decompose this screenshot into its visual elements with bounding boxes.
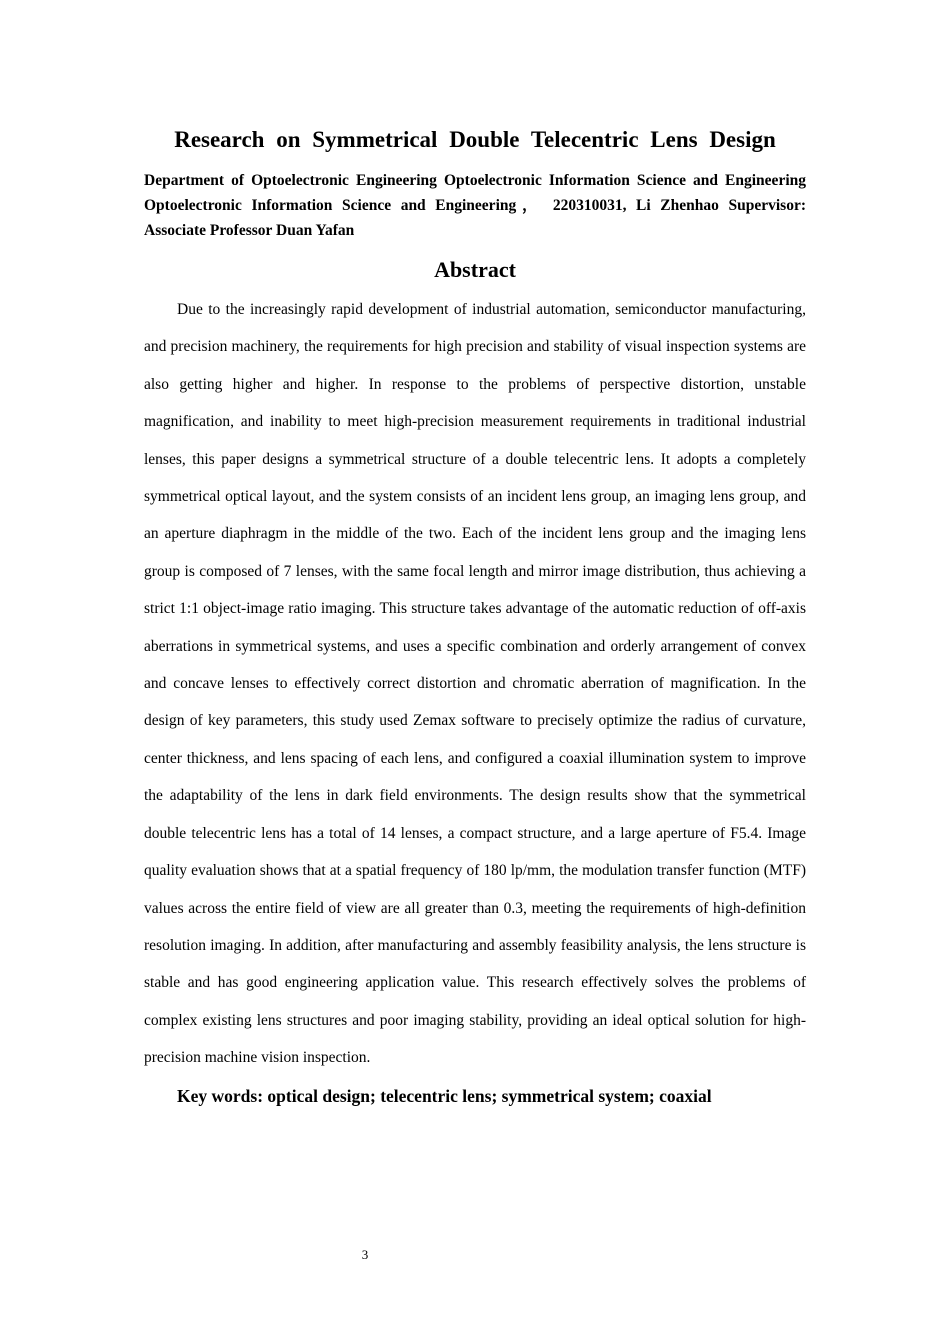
abstract-heading: Abstract [434, 257, 516, 282]
paper-title: Research on Symmetrical Double Telecentric Lens Design [174, 127, 776, 152]
abstract-body: Due to the increasingly rapid development of industrial automation, semiconductor manufacturing, and precision machinery, the requirements for high precision and stability of visual inspection systems are also getting higher and higher. In response to the problems of perspective distortion, unstable magnification, and inability to meet high-precision measurement requirements in traditional industrial lenses, this paper designs a symmetrical structure of a double telecentric lens. It adopts a completely symmetrical optical layout, and the system consists of an incident lens group, an imaging lens group, and an aperture diaphragm in the middle of the two. Each of the incident lens group and the imaging lens group is composed of 7 lenses, with the same focal length and mirror image distribution, thus achieving a strict 1:1 object-image ratio imaging. This structure takes advantage of the automatic reduction of off-axis aberrations in symmetrical systems, and uses a specific combination and orderly arrangement of convex and concave lenses to effectively correct distortion and chromatic aberration of magnification. In the design of key parameters, this study used Zemax software to precisely optimize the radius of curvature, center thickness, and lens spacing of each lens, and configured a coaxial illumination system to improve the adaptability of the lens in dark field environments. The design results show that the symmetrical double telecentric lens has a total of 14 lenses, a compact structure, and a large aperture of F5.4. Image quality evaluation shows that at a spatial frequency of 180 lp/mm, the modulation transfer function (MTF) values across the entire field of view are all greater than 0.3, meeting the requirements of high-definition resolution imaging. In addition, after manufacturing and assembly feasibility analysis, the lens structure is stable and has good engineering application value. This research effectively solves the problems of complex existing lens structures and poor imaging stability, providing an ideal optical solution for high-precision machine vision inspection. [144, 301, 806, 1067]
author-affiliation: Department of Optoelectronic Engineering Optoelectronic Information Science and Engineering Optoelectronic Information Science and Engineering， 220310031, Li Zhenhao Supervisor: Associate Professor Duan Yafan [144, 172, 806, 239]
keywords-line: Key words: optical design; telecentric lens; symmetrical system; coaxial [177, 1085, 712, 1106]
page-number: 3 [361, 1247, 369, 1262]
page-content [144, 124, 806, 1109]
